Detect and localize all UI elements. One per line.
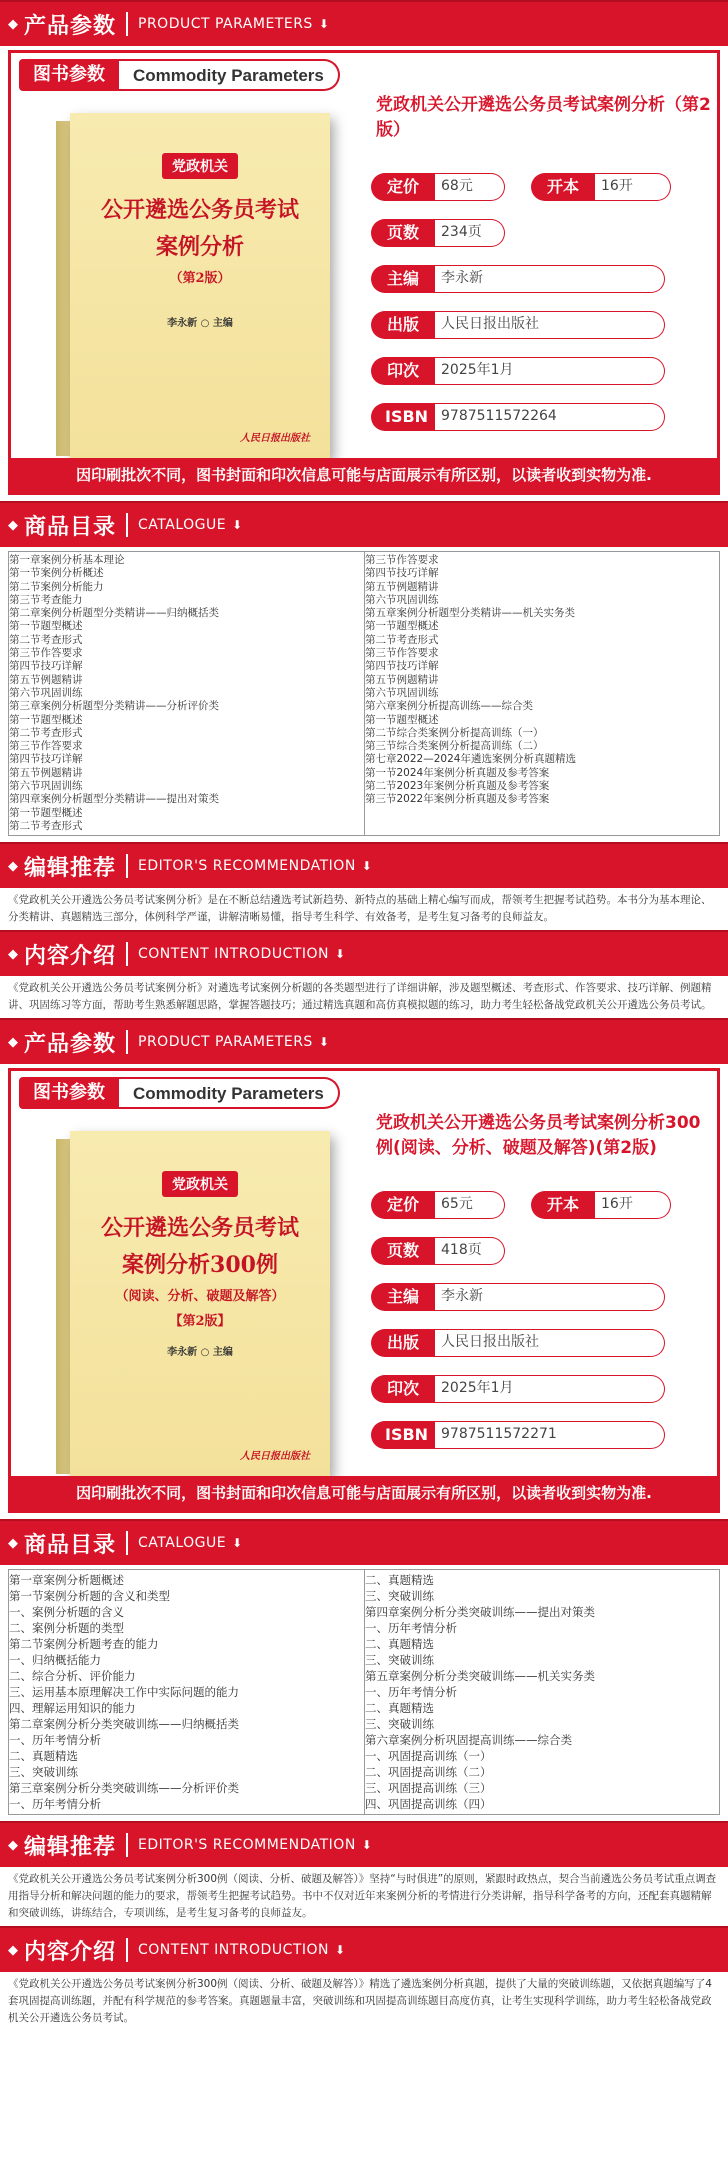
field-value: 李永新 bbox=[425, 1283, 665, 1311]
catalog-item: 第二节考查形式 bbox=[9, 726, 83, 739]
book-title: 党政机关公开遴选公务员考试案例分析300例(阅读、分析、破题及解答)(第2版) bbox=[376, 1113, 701, 1159]
book-title: 党政机关公开遴选公务员考试案例分析（第2版） bbox=[376, 95, 711, 140]
field-label: 印次 bbox=[371, 1375, 435, 1403]
field-label: 定价 bbox=[371, 1191, 435, 1219]
field-value: 人民日报出版社 bbox=[425, 1329, 665, 1357]
catalog-item: 一、历年考情分析 bbox=[365, 1621, 457, 1636]
catalog-item: 第三节2022年案例分析真题及参考答案 bbox=[365, 793, 550, 806]
cover-subtitle: （阅读、分析、破题及解答） bbox=[115, 1289, 285, 1305]
catalog-column-left bbox=[9, 1570, 364, 1814]
cover-title-line2: 案例分析300例 bbox=[122, 1252, 278, 1279]
field-value: 李永新 bbox=[425, 265, 665, 293]
field-value: 16开 bbox=[585, 173, 671, 201]
cover-badge: 党政机关 bbox=[162, 153, 238, 179]
divider bbox=[126, 942, 128, 966]
catalog-item: 第四节技巧详解 bbox=[365, 567, 439, 580]
catalog-item: 第一节题型概述 bbox=[9, 620, 83, 633]
catalog-item: 第四节技巧详解 bbox=[9, 660, 83, 673]
arrow-down-icon: ⬇ bbox=[318, 17, 329, 31]
cover-author: 李永新 ○ 主编 bbox=[167, 1347, 233, 1359]
field-label: 印次 bbox=[371, 357, 435, 385]
catalog-item: 第二节案例分析题考查的能力 bbox=[9, 1637, 159, 1652]
catalog-item: 第六节巩固训练 bbox=[365, 593, 439, 606]
section-subtitle: EDITOR'S RECOMMENDATION bbox=[138, 1837, 356, 1854]
field-label: ISBN bbox=[371, 403, 435, 431]
catalog-item: 第二节2023年案例分析真题及参考答案 bbox=[365, 780, 550, 793]
section-header-catalogue bbox=[0, 1519, 728, 1565]
cover-title-line2: 案例分析 bbox=[155, 234, 244, 260]
field-isbn bbox=[371, 1421, 665, 1449]
cover-title-line1: 公开遴选公务员考试 bbox=[100, 197, 299, 223]
section-header-product bbox=[0, 0, 728, 46]
catalog-item: 二、巩固提高训练（二） bbox=[365, 1765, 492, 1780]
triangle-icon: ◆ bbox=[8, 16, 18, 32]
catalog-item: 第二节考查形式 bbox=[9, 819, 83, 832]
catalog-item: 第一节案例分析题的含义和类型 bbox=[9, 1589, 170, 1604]
editor-recommendation-text: 《党政机关公开遴选公务员考试案例分析300例（阅读、分析、破题及解答）》坚持“与时俱进”的原则，紧跟时政热点，契合当前遴选公务员考试重点调查用指导分析和解决问题的能力的要求，帮领考生把握考试趋势。书中不仅对近年来案例分析的考情进行分类讲解，指导科学备考的方向，还配套真题精解和突破训练，讲练结合，专项训练，是考生复习备考的良师益友。 bbox=[8, 1873, 717, 1920]
field-label: 页数 bbox=[371, 1237, 435, 1265]
section-subtitle: CONTENT INTRODUCTION bbox=[138, 946, 330, 963]
field-label: 定价 bbox=[371, 173, 435, 201]
catalog-item: 二、真题精选 bbox=[365, 1637, 434, 1652]
field-label: 主编 bbox=[371, 1283, 435, 1311]
section-header-product bbox=[0, 1018, 728, 1064]
catalog-item: 第六章案例分析巩固提高训练——综合类 bbox=[365, 1733, 572, 1748]
arrow-down-icon: ⬇ bbox=[361, 1838, 372, 1853]
section-subtitle: CATALOGUE bbox=[138, 517, 227, 533]
editor-recommendation-text: 《党政机关公开遴选公务员考试案例分析》是在不断总结遴选考试新趋势、新特点的基础上精心编写而成，帮领考生把握考试趋势。本书分为基本理论、分类精讲、真题精选三部分，体例科学严谨，讲解清晰易懂，指导考生科学、有效备考，是考生复习备考的良师益友。 bbox=[8, 894, 712, 924]
divider bbox=[126, 1030, 128, 1054]
field-pages bbox=[371, 1237, 505, 1265]
cover-badge: 党政机关 bbox=[162, 1171, 238, 1197]
cover-publisher-logo: 人民日报出版社 bbox=[240, 1451, 310, 1463]
catalog-column-left bbox=[9, 552, 364, 835]
divider bbox=[126, 1833, 128, 1857]
catalog-column-right bbox=[364, 1570, 719, 1814]
field-value: 16开 bbox=[585, 1191, 671, 1219]
triangle-icon: ◆ bbox=[8, 1837, 18, 1853]
section-header-editor bbox=[0, 1821, 728, 1867]
catalog-item: 第五章案例分析题型分类精讲——机关实务类 bbox=[365, 607, 575, 620]
params-tag-cn: 图书参数 bbox=[19, 59, 119, 91]
triangle-icon: ◆ bbox=[8, 1535, 18, 1551]
catalog-item: 第二章案例分析题型分类精讲——归纳概括类 bbox=[9, 607, 219, 620]
catalog-item: 二、真题精选 bbox=[9, 1749, 78, 1764]
section-header-catalogue bbox=[0, 501, 728, 547]
catalog-item: 第三节综合类案例分析提高训练（二） bbox=[365, 740, 544, 753]
print-notice: 因印刷批次不同，图书封面和印次信息可能与店面展示有所区别，以读者收到实物为准. bbox=[11, 458, 717, 492]
field-isbn bbox=[371, 403, 665, 431]
field-publisher bbox=[371, 311, 665, 339]
catalog-item: 第六章案例分析提高训练——综合类 bbox=[365, 700, 533, 713]
catalog-item: 第五节例题精讲 bbox=[9, 766, 83, 779]
divider bbox=[126, 1531, 128, 1555]
catalog-item: 四、理解运用知识的能力 bbox=[9, 1701, 136, 1716]
field-value: 2025年1月 bbox=[425, 1375, 665, 1403]
arrow-down-icon: ⬇ bbox=[232, 518, 243, 532]
field-value: 9787511572264 bbox=[425, 403, 665, 431]
catalog-item: 第二节考查形式 bbox=[9, 633, 83, 646]
field-label: 页数 bbox=[371, 219, 435, 247]
catalog-item: 第四章案例分析题型分类精讲——提出对策类 bbox=[9, 793, 219, 806]
params-tag-en: Commodity Parameters bbox=[119, 59, 340, 91]
field-label: ISBN bbox=[371, 1421, 435, 1449]
catalog-item: 一、历年考情分析 bbox=[9, 1797, 101, 1812]
catalog-item: 第一节案例分析概述 bbox=[9, 567, 104, 580]
catalog-item: 三、运用基本原理解决工作中实际问题的能力 bbox=[9, 1685, 239, 1700]
catalog-item: 第三节考查能力 bbox=[9, 593, 83, 606]
catalog-item: 第四节技巧详解 bbox=[365, 660, 439, 673]
catalog-item: 四、巩固提高训练（四） bbox=[365, 1797, 492, 1812]
catalog-item: 一、案例分析题的含义 bbox=[9, 1605, 124, 1620]
field-label: 出版 bbox=[371, 311, 435, 339]
content-intro-text: 《党政机关公开遴选公务员考试案例分析》对遴选考试案例分析题的各类题型进行了详细讲解，涉及题型概述、考查形式、作答要求、技巧详解、例题精讲、巩固练习等方面，帮助考生熟悉解题思路，掌握答题技巧；通过精选真题和高仿真模拟题的练习，助力考生轻松备战党政机关公开遴选公务员考试。 bbox=[8, 982, 712, 1012]
section-header-intro bbox=[0, 1926, 728, 1972]
section-subtitle: EDITOR'S RECOMMENDATION bbox=[138, 858, 356, 875]
field-label: 出版 bbox=[371, 1329, 435, 1357]
field-value: 234页 bbox=[425, 219, 505, 247]
field-value: 65元 bbox=[425, 1191, 505, 1219]
field-format bbox=[531, 173, 671, 201]
catalog-column-right bbox=[364, 552, 719, 835]
section-subtitle: PRODUCT PARAMETERS bbox=[138, 16, 313, 32]
triangle-icon: ◆ bbox=[8, 1034, 18, 1050]
book-cover-image bbox=[56, 113, 331, 458]
arrow-down-icon: ⬇ bbox=[361, 859, 372, 874]
content-intro-text: 《党政机关公开遴选公务员考试案例分析300例（阅读、分析、破题及解答）》精选了遴选案例分析真题，提供了大量的突破训练题，又依据真题编写了4套巩固提高训练题，并配有科学规范的参考答案。真题题量丰富，突破训练和巩固提高训练题目高度仿真，让考生实现科学训练，助力考生轻松备战党政机关公开遴选公务员考试。 bbox=[8, 1978, 712, 2025]
cover-edition: 【第2版】 bbox=[169, 1314, 231, 1330]
catalog-item: 三、突破训练 bbox=[365, 1653, 434, 1668]
field-value: 9787511572271 bbox=[425, 1421, 665, 1449]
catalog-item: 二、案例分析题的类型 bbox=[9, 1621, 124, 1636]
field-label: 开本 bbox=[531, 1191, 595, 1219]
field-printing bbox=[371, 357, 665, 385]
section-subtitle: CONTENT INTRODUCTION bbox=[138, 1942, 330, 1959]
params-tag-cn: 图书参数 bbox=[19, 1077, 119, 1109]
section-header-editor bbox=[0, 842, 728, 888]
catalog-item: 第一章案例分析基本理论 bbox=[9, 554, 125, 566]
field-value: 68元 bbox=[425, 173, 505, 201]
catalog-item: 第三节作答要求 bbox=[365, 647, 439, 660]
catalog-item: 第一节题型概述 bbox=[365, 713, 439, 726]
catalog-item: 第一章案例分析题概述 bbox=[9, 1573, 124, 1588]
catalog-item: 第四节技巧详解 bbox=[9, 753, 83, 766]
catalog-item: 第一节题型概述 bbox=[9, 713, 83, 726]
catalog-item: 三、突破训练 bbox=[9, 1765, 78, 1780]
catalog-table bbox=[8, 1569, 720, 1815]
arrow-down-icon: ⬇ bbox=[335, 947, 346, 962]
field-price bbox=[371, 173, 505, 201]
catalog-item: 第三章案例分析题型分类精讲——分析评价类 bbox=[9, 700, 219, 713]
catalog-item: 第一节题型概述 bbox=[9, 806, 83, 819]
field-pages bbox=[371, 219, 505, 247]
catalog-item: 第二节综合类案例分析提高训练（一） bbox=[365, 726, 544, 739]
catalog-item: 第二节考查形式 bbox=[365, 633, 439, 646]
field-label: 主编 bbox=[371, 265, 435, 293]
section-subtitle: PRODUCT PARAMETERS bbox=[138, 1034, 313, 1051]
print-notice: 因印刷批次不同，图书封面和印次信息可能与店面展示有所区别，以读者收到实物为准. bbox=[11, 1476, 717, 1510]
triangle-icon: ◆ bbox=[8, 1942, 18, 1958]
catalog-item: 第六节巩固训练 bbox=[9, 780, 83, 793]
section-title: 内容介绍 bbox=[24, 1939, 117, 1965]
cover-title-line1: 公开遴选公务员考试 bbox=[100, 1215, 299, 1242]
params-tag bbox=[19, 59, 340, 91]
book-cover bbox=[70, 113, 330, 458]
field-value: 418页 bbox=[425, 1237, 505, 1265]
cover-author: 李永新 ○ 主编 bbox=[167, 318, 233, 329]
catalog-item: 一、历年考情分析 bbox=[365, 1685, 457, 1700]
section-title: 产品参数 bbox=[24, 13, 117, 39]
catalog-item: 二、综合分析、评价能力 bbox=[9, 1669, 136, 1684]
field-value: 2025年1月 bbox=[425, 357, 665, 385]
catalog-item: 第五章案例分析分类突破训练——机关实务类 bbox=[365, 1669, 595, 1684]
book-cover-image bbox=[56, 1131, 331, 1476]
catalog-item: 三、突破训练 bbox=[365, 1589, 434, 1604]
field-label: 开本 bbox=[531, 173, 595, 201]
catalog-item: 第五节例题精讲 bbox=[9, 673, 83, 686]
cover-publisher-logo: 人民日报出版社 bbox=[240, 433, 310, 444]
triangle-icon: ◆ bbox=[8, 517, 18, 533]
divider bbox=[126, 513, 128, 537]
catalog-item: 第一节题型概述 bbox=[365, 620, 439, 633]
book-cover bbox=[70, 1131, 330, 1476]
section-title: 产品参数 bbox=[24, 1031, 117, 1057]
catalog-item: 第一节2024年案例分析真题及参考答案 bbox=[365, 766, 550, 779]
section-title: 编辑推荐 bbox=[24, 1834, 117, 1860]
field-price bbox=[371, 1191, 505, 1219]
field-editor bbox=[371, 1283, 665, 1311]
catalog-item: 二、真题精选 bbox=[365, 1573, 434, 1588]
catalog-item: 第四章案例分析分类突破训练——提出对策类 bbox=[365, 1605, 595, 1620]
catalog-item: 二、真题精选 bbox=[365, 1701, 434, 1716]
divider bbox=[126, 12, 128, 36]
section-subtitle: CATALOGUE bbox=[138, 1535, 227, 1552]
section-title: 商品目录 bbox=[24, 514, 117, 540]
section-title: 编辑推荐 bbox=[24, 855, 117, 881]
field-format bbox=[531, 1191, 671, 1219]
field-editor bbox=[371, 265, 665, 293]
catalog-item: 三、突破训练 bbox=[365, 1717, 434, 1732]
catalog-item: 一、归纳概括能力 bbox=[9, 1653, 101, 1668]
field-printing bbox=[371, 1375, 665, 1403]
arrow-down-icon: ⬇ bbox=[318, 1035, 329, 1050]
section-title: 商品目录 bbox=[24, 1532, 117, 1558]
arrow-down-icon: ⬇ bbox=[335, 1943, 346, 1958]
catalog-item: 三、巩固提高训练（三） bbox=[365, 1781, 492, 1796]
catalog-item: 第三节作答要求 bbox=[9, 647, 83, 660]
catalog-item: 第六节巩固训练 bbox=[9, 686, 83, 699]
catalog-item: 第七章2022—2024年遴选案例分析真题精选 bbox=[365, 753, 576, 766]
catalog-table bbox=[8, 551, 720, 836]
product-params-panel bbox=[8, 1068, 720, 1513]
params-tag bbox=[19, 1077, 340, 1109]
product-params-panel bbox=[8, 50, 720, 495]
catalog-item: 第五节例题精讲 bbox=[365, 580, 439, 593]
catalog-item: 第三节作答要求 bbox=[9, 740, 83, 753]
field-publisher bbox=[371, 1329, 665, 1357]
catalog-item: 第三节作答要求 bbox=[365, 554, 439, 566]
triangle-icon: ◆ bbox=[8, 946, 18, 962]
section-header-intro bbox=[0, 930, 728, 976]
catalog-item: 一、巩固提高训练（一） bbox=[365, 1749, 492, 1764]
triangle-icon: ◆ bbox=[8, 858, 18, 874]
field-value: 人民日报出版社 bbox=[425, 311, 665, 339]
arrow-down-icon: ⬇ bbox=[232, 1536, 243, 1551]
divider bbox=[126, 854, 128, 878]
catalog-item: 第五节例题精讲 bbox=[365, 673, 439, 686]
divider bbox=[126, 1938, 128, 1962]
catalog-item: 第二章案例分析分类突破训练——归纳概括类 bbox=[9, 1717, 239, 1732]
params-tag-en: Commodity Parameters bbox=[119, 1077, 340, 1109]
catalog-item: 第三章案例分析分类突破训练——分析评价类 bbox=[9, 1781, 239, 1796]
catalog-item: 一、历年考情分析 bbox=[9, 1733, 101, 1748]
catalog-item: 第六节巩固训练 bbox=[365, 686, 439, 699]
catalog-item: 第二节案例分析能力 bbox=[9, 580, 104, 593]
cover-edition: （第2版） bbox=[169, 271, 231, 286]
section-title: 内容介绍 bbox=[24, 943, 117, 969]
